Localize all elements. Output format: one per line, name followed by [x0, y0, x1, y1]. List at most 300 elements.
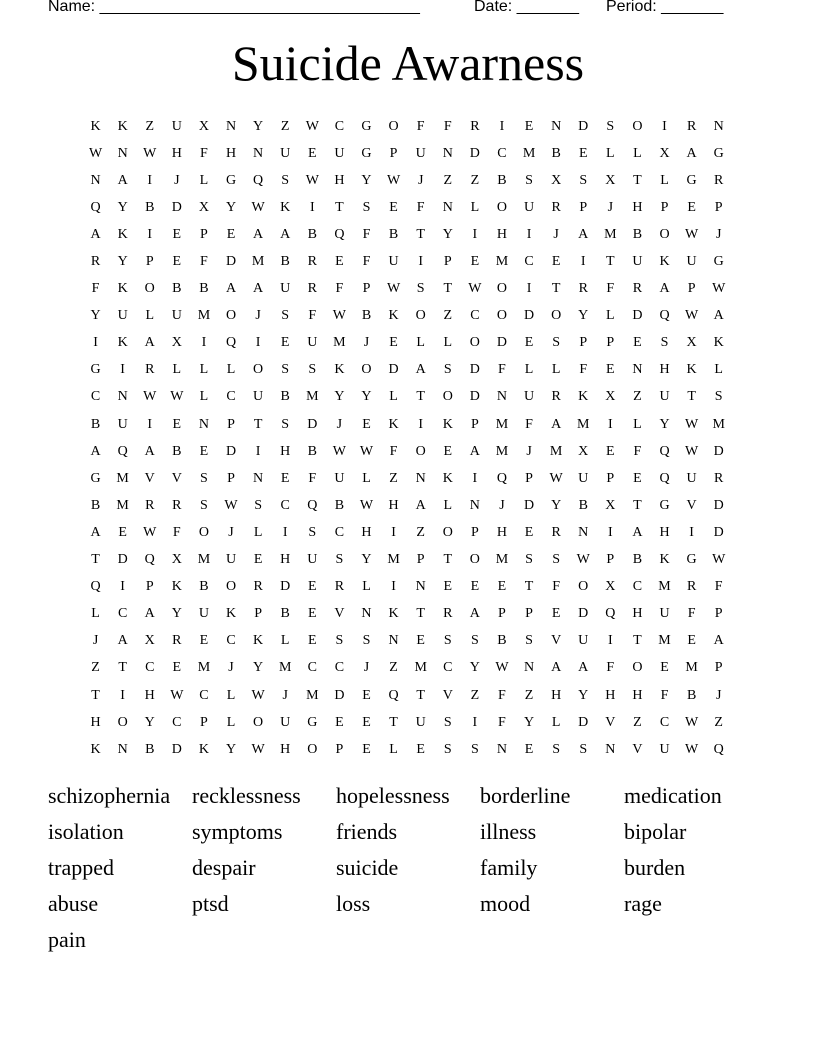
grid-letter[interactable]: A	[469, 606, 480, 622]
grid-letter[interactable]: O	[388, 118, 399, 134]
grid-letter[interactable]: N	[90, 172, 101, 188]
grid-letter[interactable]: I	[607, 633, 613, 649]
grid-letter[interactable]: N	[361, 606, 372, 622]
grid-letter[interactable]: E	[687, 199, 696, 215]
grid-letter[interactable]: M	[278, 660, 292, 676]
grid-letter[interactable]: K	[659, 254, 670, 270]
grid-letter[interactable]: P	[525, 606, 533, 622]
grid-letter[interactable]: Y	[578, 308, 589, 324]
grid-letter[interactable]: P	[416, 552, 425, 568]
grid-letter[interactable]: F	[335, 281, 344, 297]
grid-letter[interactable]: S	[525, 172, 533, 188]
grid-letter[interactable]: E	[172, 416, 182, 432]
grid-letter[interactable]: U	[280, 714, 291, 730]
grid-letter[interactable]: G	[659, 497, 670, 513]
grid-letter[interactable]: P	[579, 335, 588, 351]
grid-letter[interactable]: A	[632, 524, 643, 540]
grid-letter[interactable]: F	[498, 362, 506, 378]
grid-letter[interactable]: S	[335, 633, 344, 649]
grid-letter[interactable]: W	[576, 552, 590, 568]
grid-letter[interactable]: G	[686, 172, 697, 188]
grid-letter[interactable]: C	[199, 687, 209, 703]
grid-letter[interactable]: P	[227, 416, 235, 432]
grid-letter[interactable]: H	[280, 443, 291, 459]
grid-letter[interactable]: E	[551, 606, 561, 622]
grid-letter[interactable]: Q	[253, 172, 264, 188]
grid-letter[interactable]: I	[472, 470, 478, 486]
grid-letter[interactable]: B	[497, 172, 507, 188]
grid-letter[interactable]: K	[171, 579, 182, 595]
grid-letter[interactable]: P	[200, 714, 208, 730]
grid-letter[interactable]: P	[498, 606, 506, 622]
grid-letter[interactable]: W	[685, 308, 699, 324]
grid-letter[interactable]: K	[90, 118, 101, 134]
grid-letter[interactable]: G	[361, 118, 372, 134]
grid-letter[interactable]: M	[495, 416, 509, 432]
grid-letter[interactable]: T	[389, 714, 398, 730]
grid-letter[interactable]: B	[145, 741, 155, 757]
grid-letter[interactable]: E	[362, 714, 371, 730]
grid-letter[interactable]: E	[416, 633, 425, 649]
grid-letter[interactable]: E	[226, 226, 236, 242]
grid-letter[interactable]: Y	[469, 660, 480, 676]
grid-letter[interactable]: Y	[523, 714, 535, 730]
grid-letter[interactable]: R	[172, 497, 182, 513]
grid-letter[interactable]: S	[443, 741, 452, 757]
grid-letter[interactable]: I	[93, 335, 98, 351]
grid-letter[interactable]: S	[281, 308, 290, 324]
grid-letter[interactable]: M	[251, 254, 265, 270]
grid-letter[interactable]: M	[495, 254, 509, 270]
grid-letter[interactable]: R	[686, 579, 697, 595]
grid-letter[interactable]: H	[361, 524, 372, 540]
grid-letter[interactable]: W	[143, 524, 157, 540]
grid-letter[interactable]: N	[117, 145, 128, 161]
grid-letter[interactable]: W	[251, 687, 265, 703]
grid-letter[interactable]: E	[199, 633, 209, 649]
grid-letter[interactable]: L	[362, 579, 371, 595]
grid-letter[interactable]: Y	[659, 416, 670, 432]
grid-letter[interactable]: R	[253, 579, 263, 595]
grid-letter[interactable]: W	[685, 741, 699, 757]
grid-letter[interactable]: F	[416, 199, 425, 215]
grid-letter[interactable]: K	[713, 335, 724, 351]
grid-letter[interactable]: Y	[117, 199, 128, 215]
grid-letter[interactable]: W	[386, 281, 401, 297]
grid-letter[interactable]: M	[522, 145, 536, 161]
grid-letter[interactable]: O	[632, 118, 643, 134]
grid-letter[interactable]: U	[659, 606, 670, 622]
grid-letter[interactable]: D	[632, 308, 643, 324]
grid-letter[interactable]: L	[606, 308, 615, 324]
grid-letter[interactable]: E	[606, 362, 615, 378]
grid-letter[interactable]: U	[659, 741, 670, 757]
grid-letter[interactable]: M	[577, 416, 590, 432]
grid-letter[interactable]: G	[361, 145, 372, 161]
grid-letter[interactable]: S	[308, 524, 317, 540]
grid-letter[interactable]: K	[117, 281, 128, 297]
grid-letter[interactable]: I	[526, 281, 532, 297]
grid-letter[interactable]: D	[523, 308, 535, 324]
grid-letter[interactable]: G	[225, 172, 237, 188]
grid-letter[interactable]: R	[714, 470, 724, 486]
grid-letter[interactable]: Q	[659, 470, 670, 486]
grid-letter[interactable]: S	[362, 633, 371, 649]
grid-letter[interactable]: Y	[90, 308, 101, 324]
grid-letter[interactable]: S	[579, 172, 588, 188]
grid-letter[interactable]: F	[525, 416, 533, 432]
grid-letter[interactable]: C	[172, 714, 182, 730]
grid-letter[interactable]: Q	[144, 552, 155, 568]
grid-letter[interactable]: I	[391, 579, 396, 595]
grid-letter[interactable]: C	[145, 660, 155, 676]
grid-letter[interactable]: A	[90, 443, 101, 459]
grid-letter[interactable]: J	[255, 308, 261, 324]
grid-letter[interactable]: E	[172, 254, 182, 270]
grid-letter[interactable]: D	[469, 362, 480, 378]
grid-letter[interactable]: F	[308, 308, 317, 324]
grid-letter[interactable]: P	[145, 254, 154, 270]
grid-letter[interactable]: B	[551, 145, 561, 161]
grid-letter[interactable]: H	[659, 362, 670, 378]
grid-letter[interactable]: Z	[524, 687, 534, 703]
grid-letter[interactable]: A	[713, 633, 724, 649]
grid-letter[interactable]: B	[497, 633, 507, 649]
grid-letter[interactable]: M	[549, 443, 563, 459]
grid-letter[interactable]: C	[90, 389, 101, 405]
grid-letter[interactable]: O	[117, 714, 128, 730]
grid-letter[interactable]: I	[580, 254, 586, 270]
grid-letter[interactable]: E	[172, 660, 182, 676]
grid-letter[interactable]: D	[713, 524, 724, 540]
grid-letter[interactable]: P	[362, 281, 371, 297]
grid-letter[interactable]: A	[144, 443, 155, 459]
grid-letter[interactable]: C	[470, 308, 480, 324]
grid-letter[interactable]: X	[198, 199, 209, 215]
grid-letter[interactable]: E	[362, 416, 371, 432]
grid-letter[interactable]: W	[170, 389, 184, 405]
grid-letter[interactable]: U	[253, 389, 264, 405]
grid-letter[interactable]: I	[607, 416, 613, 432]
grid-letter[interactable]: L	[226, 714, 236, 730]
grid-letter[interactable]: E	[280, 335, 290, 351]
grid-letter[interactable]: L	[660, 172, 669, 188]
grid-letter[interactable]: C	[307, 660, 317, 676]
grid-letter[interactable]: F	[498, 687, 506, 703]
grid-letter[interactable]: C	[117, 606, 128, 622]
grid-letter[interactable]: L	[226, 687, 236, 703]
grid-letter[interactable]: S	[443, 714, 452, 730]
grid-letter[interactable]: O	[253, 362, 264, 378]
grid-letter[interactable]: W	[386, 172, 401, 188]
grid-letter[interactable]: H	[388, 497, 399, 513]
grid-letter[interactable]: E	[362, 687, 371, 703]
grid-letter[interactable]: W	[170, 687, 184, 703]
grid-letter[interactable]: N	[496, 741, 508, 757]
grid-letter[interactable]: L	[145, 308, 155, 324]
grid-letter[interactable]: Z	[145, 118, 155, 134]
grid-letter[interactable]: S	[281, 172, 290, 188]
grid-letter[interactable]: H	[632, 199, 643, 215]
grid-letter[interactable]: G	[713, 254, 724, 270]
grid-letter[interactable]: C	[497, 145, 507, 161]
grid-letter[interactable]: Z	[470, 687, 480, 703]
grid-letter[interactable]: V	[686, 497, 697, 513]
grid-letter[interactable]: P	[714, 199, 723, 215]
grid-letter[interactable]: M	[306, 687, 319, 703]
grid-letter[interactable]: L	[199, 172, 209, 188]
grid-letter[interactable]: B	[578, 497, 588, 513]
grid-letter[interactable]: F	[606, 660, 615, 676]
grid-letter[interactable]: G	[307, 714, 318, 730]
grid-letter[interactable]: N	[578, 524, 589, 540]
grid-letter[interactable]: L	[226, 362, 236, 378]
grid-letter[interactable]: N	[496, 389, 508, 405]
grid-letter[interactable]: J	[228, 660, 234, 676]
grid-letter[interactable]: A	[117, 633, 128, 649]
grid-letter[interactable]: H	[496, 226, 508, 242]
grid-letter[interactable]: O	[225, 308, 237, 324]
grid-letter[interactable]: R	[307, 254, 317, 270]
grid-letter[interactable]: I	[120, 687, 125, 703]
grid-letter[interactable]: D	[578, 714, 589, 730]
grid-letter[interactable]: O	[361, 362, 372, 378]
grid-letter[interactable]: E	[443, 579, 453, 595]
grid-letter[interactable]: N	[198, 416, 209, 432]
grid-letter[interactable]: P	[687, 281, 696, 297]
grid-letter[interactable]: D	[171, 199, 182, 215]
grid-letter[interactable]: B	[632, 552, 643, 568]
grid-letter[interactable]: I	[391, 524, 396, 540]
grid-letter[interactable]: V	[334, 606, 345, 622]
grid-letter[interactable]: P	[227, 470, 235, 486]
grid-letter[interactable]: S	[443, 362, 452, 378]
grid-letter[interactable]: A	[415, 362, 426, 378]
grid-letter[interactable]: V	[605, 714, 616, 730]
grid-letter[interactable]: M	[658, 633, 671, 649]
grid-letter[interactable]: S	[470, 633, 479, 649]
grid-letter[interactable]: U	[171, 118, 182, 134]
grid-letter[interactable]: M	[685, 660, 698, 676]
grid-letter[interactable]: T	[687, 389, 696, 405]
grid-letter[interactable]: S	[254, 497, 262, 513]
grid-letter[interactable]: H	[225, 145, 237, 161]
grid-letter[interactable]: I	[499, 118, 505, 134]
grid-letter[interactable]: S	[308, 362, 317, 378]
grid-letter[interactable]: W	[332, 308, 346, 324]
grid-letter[interactable]: I	[282, 524, 288, 540]
grid-letter[interactable]: U	[334, 145, 345, 161]
grid-letter[interactable]: H	[90, 714, 101, 730]
grid-letter[interactable]: F	[687, 606, 696, 622]
grid-letter[interactable]: P	[200, 226, 208, 242]
grid-letter[interactable]: C	[280, 497, 290, 513]
grid-letter[interactable]: W	[224, 497, 238, 513]
grid-letter[interactable]: L	[362, 470, 371, 486]
grid-letter[interactable]: A	[117, 172, 128, 188]
grid-letter[interactable]: S	[416, 281, 425, 297]
grid-letter[interactable]: B	[632, 226, 643, 242]
grid-letter[interactable]: N	[605, 741, 616, 757]
grid-letter[interactable]: J	[363, 660, 370, 676]
grid-letter[interactable]: K	[686, 362, 697, 378]
grid-letter[interactable]: T	[416, 687, 425, 703]
grid-letter[interactable]: W	[468, 281, 482, 297]
grid-letter[interactable]: R	[632, 281, 643, 297]
grid-letter[interactable]: L	[199, 389, 209, 405]
grid-letter[interactable]: Z	[280, 118, 290, 134]
grid-letter[interactable]: O	[469, 335, 480, 351]
grid-letter[interactable]: U	[523, 199, 535, 215]
grid-letter[interactable]: M	[712, 416, 725, 432]
grid-letter[interactable]: J	[282, 687, 288, 703]
grid-letter[interactable]: L	[443, 497, 453, 513]
grid-letter[interactable]: F	[498, 714, 506, 730]
grid-letter[interactable]: Z	[633, 389, 642, 405]
grid-letter[interactable]: R	[686, 118, 697, 134]
grid-letter[interactable]: I	[147, 226, 153, 242]
grid-letter[interactable]: M	[387, 552, 400, 568]
grid-letter[interactable]: H	[280, 552, 291, 568]
grid-letter[interactable]: X	[551, 172, 562, 188]
grid-letter[interactable]: M	[658, 579, 671, 595]
grid-letter[interactable]: H	[171, 145, 182, 161]
grid-letter[interactable]: F	[308, 470, 317, 486]
grid-letter[interactable]: C	[524, 254, 534, 270]
grid-letter[interactable]: J	[92, 633, 99, 649]
grid-letter[interactable]: U	[198, 606, 209, 622]
grid-letter[interactable]: S	[470, 741, 479, 757]
grid-letter[interactable]: R	[470, 118, 480, 134]
grid-letter[interactable]: J	[174, 172, 180, 188]
grid-letter[interactable]: D	[334, 687, 345, 703]
grid-letter[interactable]: I	[147, 172, 153, 188]
grid-letter[interactable]: H	[334, 172, 345, 188]
grid-letter[interactable]: S	[362, 199, 371, 215]
grid-letter[interactable]: F	[362, 254, 371, 270]
grid-letter[interactable]: F	[443, 118, 452, 134]
grid-letter[interactable]: O	[415, 443, 426, 459]
grid-letter[interactable]: M	[197, 308, 211, 324]
grid-letter[interactable]: A	[280, 226, 291, 242]
grid-letter[interactable]: W	[88, 145, 103, 161]
grid-letter[interactable]: I	[418, 416, 423, 432]
grid-letter[interactable]: J	[607, 199, 614, 215]
grid-letter[interactable]: S	[552, 552, 561, 568]
grid-letter[interactable]: O	[442, 524, 453, 540]
grid-letter[interactable]: L	[551, 714, 561, 730]
grid-letter[interactable]: X	[659, 145, 670, 161]
grid-letter[interactable]: Y	[225, 741, 237, 757]
grid-letter[interactable]: F	[172, 524, 181, 540]
grid-letter[interactable]: M	[333, 335, 346, 351]
grid-letter[interactable]: N	[523, 660, 535, 676]
grid-letter[interactable]: P	[606, 552, 615, 568]
grid-letter[interactable]: Q	[90, 579, 101, 595]
grid-letter[interactable]: T	[416, 606, 425, 622]
grid-letter[interactable]: C	[226, 633, 236, 649]
grid-letter[interactable]: F	[660, 687, 669, 703]
grid-letter[interactable]: C	[226, 389, 236, 405]
grid-letter[interactable]: Q	[225, 335, 237, 351]
grid-letter[interactable]: B	[307, 226, 317, 242]
grid-letter[interactable]: P	[525, 470, 533, 486]
grid-letter[interactable]: I	[526, 226, 532, 242]
grid-letter[interactable]: J	[715, 226, 722, 242]
grid-letter[interactable]: O	[198, 524, 209, 540]
grid-letter[interactable]: O	[496, 308, 508, 324]
grid-letter[interactable]: F	[579, 362, 588, 378]
grid-letter[interactable]: B	[145, 199, 155, 215]
grid-letter[interactable]: A	[90, 226, 101, 242]
grid-letter[interactable]: X	[605, 579, 616, 595]
grid-letter[interactable]: N	[415, 470, 426, 486]
grid-letter[interactable]: L	[443, 335, 453, 351]
grid-letter[interactable]: A	[713, 308, 724, 324]
grid-letter[interactable]: T	[335, 199, 344, 215]
grid-letter[interactable]: Y	[551, 497, 562, 513]
grid-letter[interactable]: F	[552, 579, 561, 595]
grid-letter[interactable]: B	[334, 497, 345, 513]
grid-letter[interactable]: E	[308, 606, 317, 622]
grid-letter[interactable]: U	[415, 714, 426, 730]
grid-letter[interactable]: B	[686, 687, 697, 703]
grid-letter[interactable]: U	[280, 281, 291, 297]
grid-letter[interactable]: E	[524, 118, 534, 134]
grid-letter[interactable]: F	[633, 443, 642, 459]
grid-letter[interactable]: X	[605, 389, 616, 405]
grid-letter[interactable]: I	[418, 254, 423, 270]
grid-letter[interactable]: E	[389, 199, 398, 215]
grid-letter[interactable]: C	[334, 524, 345, 540]
grid-letter[interactable]: M	[414, 660, 427, 676]
grid-letter[interactable]: T	[633, 633, 642, 649]
grid-letter[interactable]: Z	[91, 660, 100, 676]
grid-letter[interactable]: A	[686, 145, 697, 161]
grid-letter[interactable]: M	[197, 552, 211, 568]
grid-letter[interactable]: P	[660, 199, 669, 215]
grid-letter[interactable]: L	[606, 145, 615, 161]
grid-letter[interactable]: A	[253, 226, 264, 242]
grid-letter[interactable]: D	[225, 443, 237, 459]
grid-letter[interactable]: S	[281, 416, 290, 432]
grid-letter[interactable]: F	[200, 254, 208, 270]
grid-letter[interactable]: P	[606, 470, 615, 486]
grid-letter[interactable]: X	[605, 497, 616, 513]
grid-letter[interactable]: N	[253, 145, 264, 161]
grid-letter[interactable]: E	[551, 254, 561, 270]
grid-letter[interactable]: B	[172, 443, 182, 459]
grid-letter[interactable]: K	[198, 741, 209, 757]
grid-letter[interactable]: W	[549, 470, 563, 486]
grid-letter[interactable]: M	[197, 660, 211, 676]
grid-letter[interactable]: A	[415, 497, 426, 513]
grid-letter[interactable]: E	[172, 226, 182, 242]
grid-letter[interactable]: G	[90, 470, 101, 486]
grid-letter[interactable]: D	[523, 497, 535, 513]
grid-letter[interactable]: H	[632, 606, 643, 622]
grid-letter[interactable]: I	[255, 335, 261, 351]
grid-letter[interactable]: T	[633, 497, 642, 513]
grid-letter[interactable]: I	[201, 335, 207, 351]
grid-letter[interactable]: I	[255, 443, 261, 459]
grid-letter[interactable]: Z	[443, 308, 453, 324]
grid-letter[interactable]: D	[713, 497, 724, 513]
grid-letter[interactable]: X	[198, 118, 209, 134]
grid-letter[interactable]: I	[472, 714, 478, 730]
grid-letter[interactable]: F	[606, 281, 615, 297]
grid-letter[interactable]: J	[336, 416, 343, 432]
